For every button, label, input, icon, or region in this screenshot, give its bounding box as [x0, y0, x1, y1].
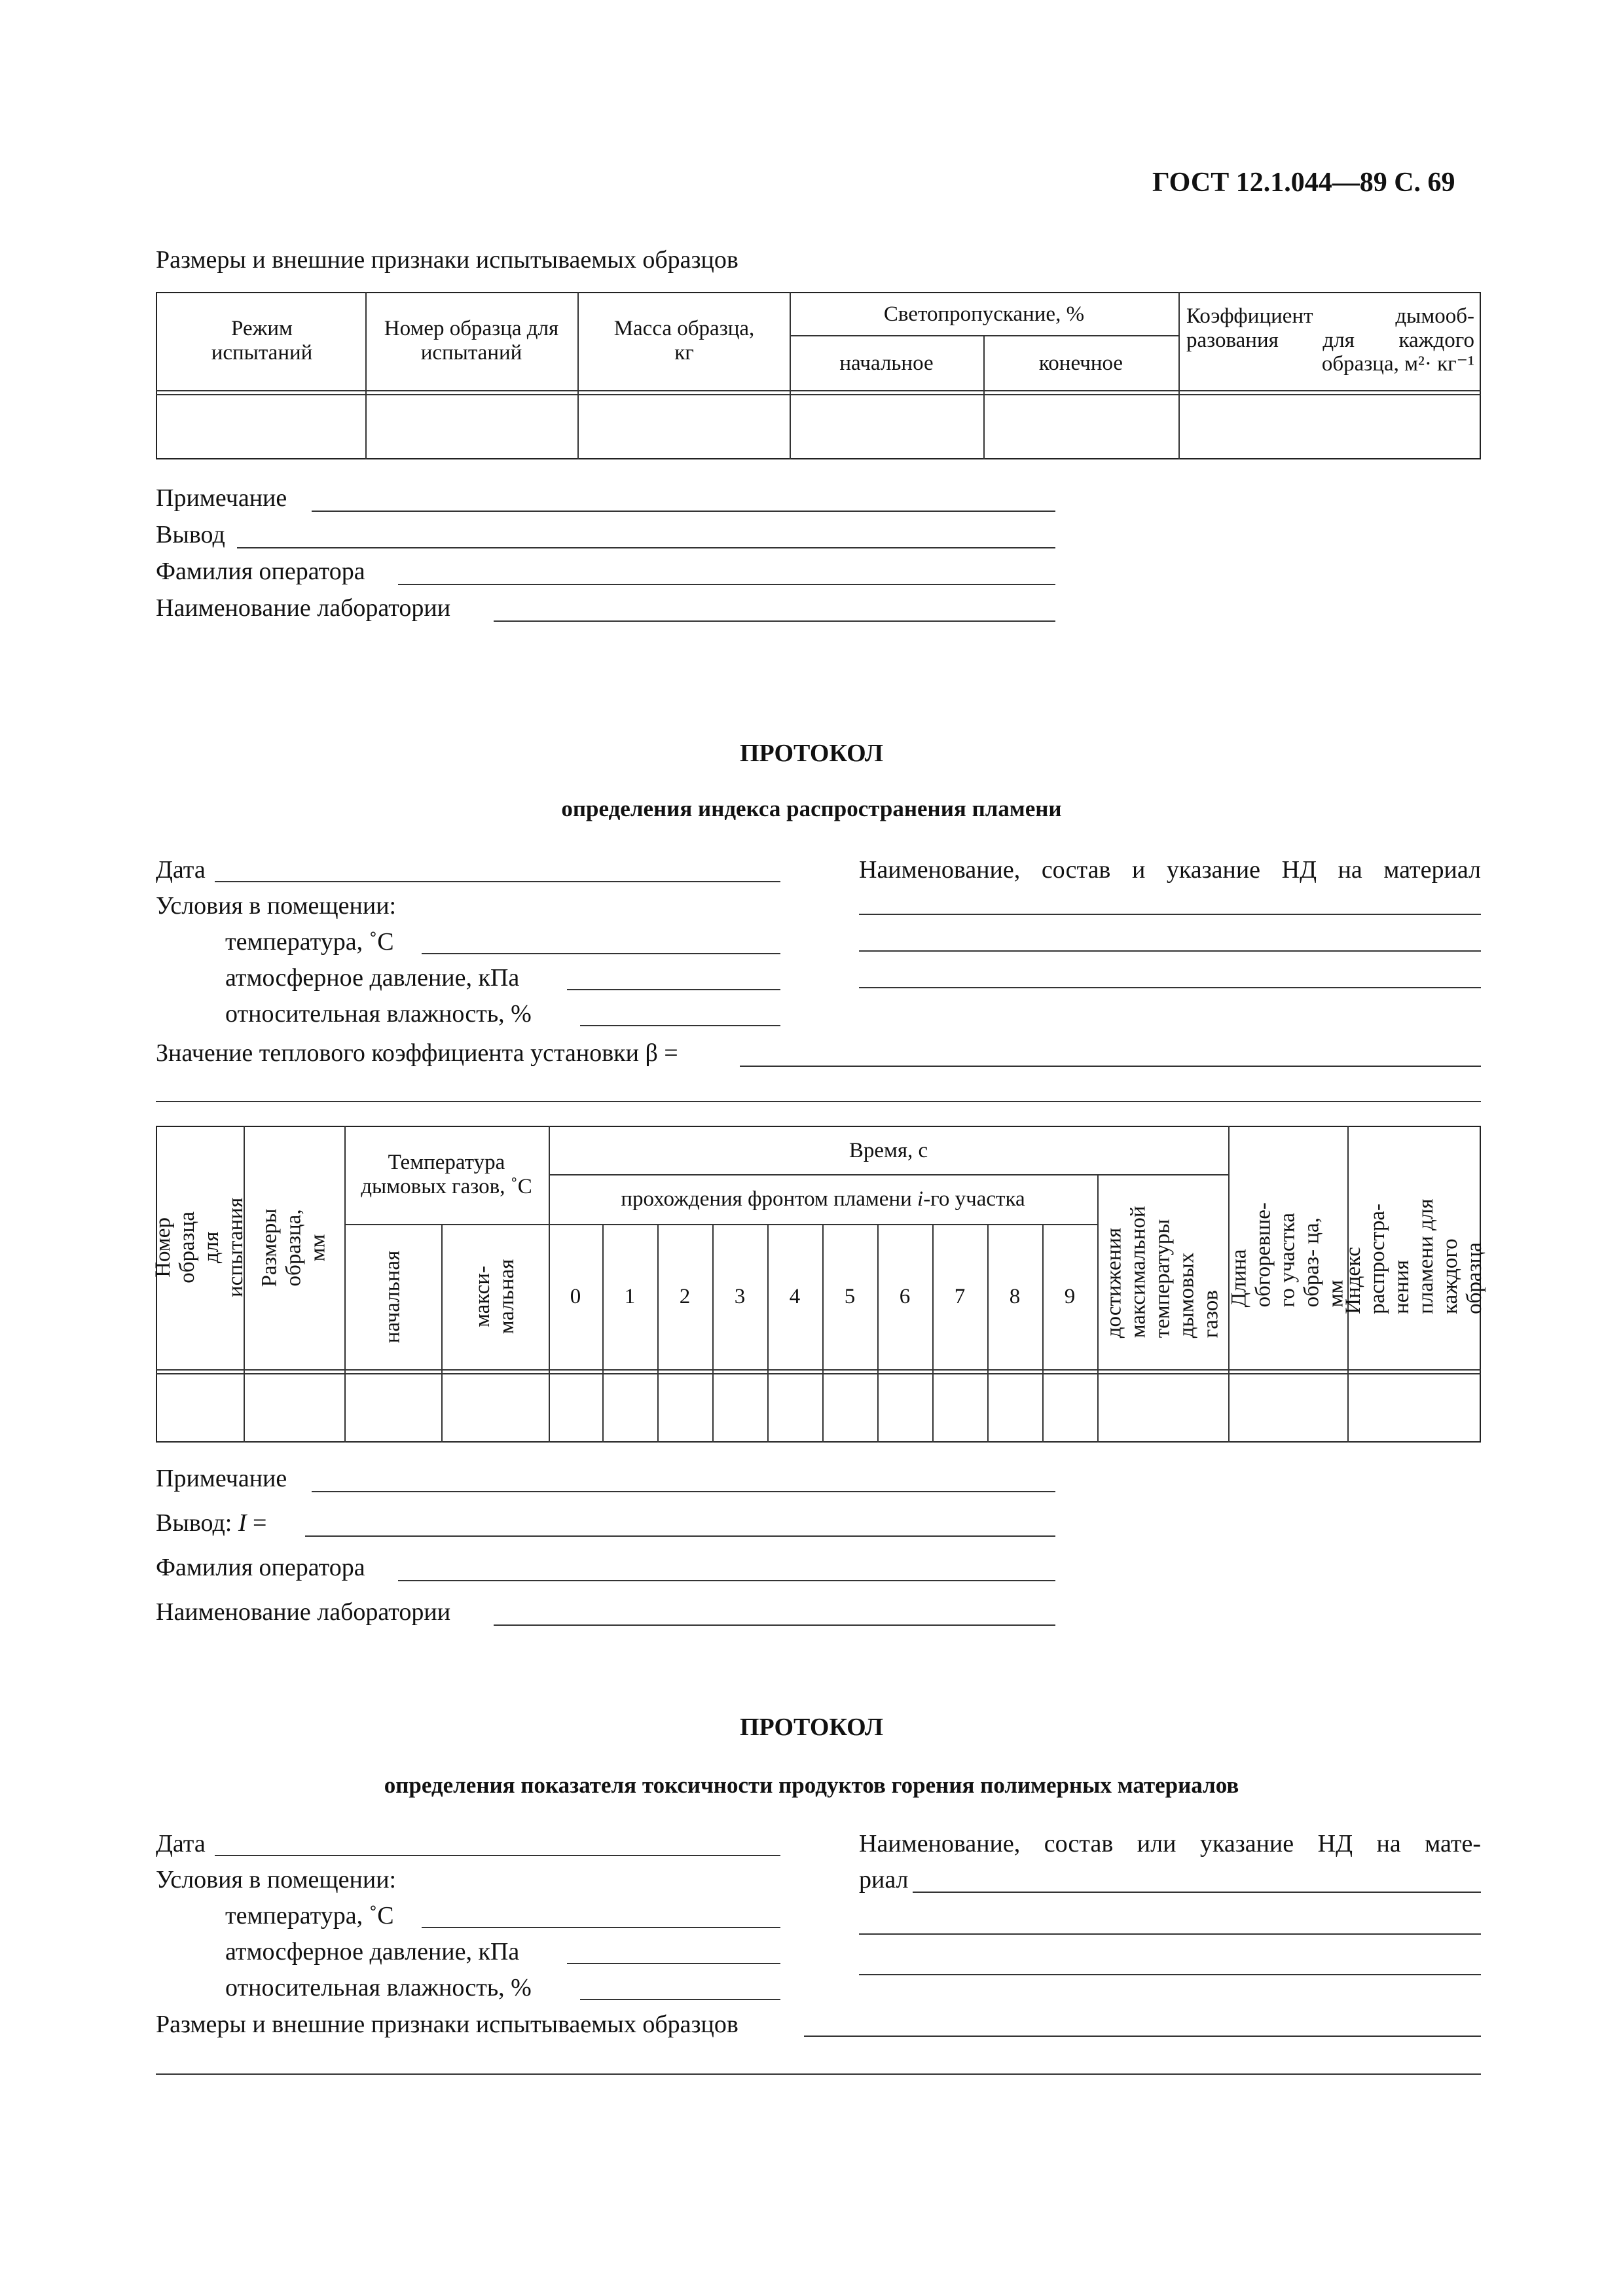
col-flame-spread-index: Индекс распростра- нения пламени для каждого образца [1341, 1198, 1486, 1314]
col-digit-9: 9 [1064, 1284, 1076, 1308]
col-digit-4: 4 [789, 1284, 801, 1308]
humidity-field[interactable] [580, 1025, 780, 1026]
samples-field[interactable] [804, 2036, 1481, 2037]
protocol2-title: ПРОТОКОЛ [739, 1713, 884, 1741]
operator-field[interactable] [398, 584, 1055, 585]
beta-field-2[interactable] [156, 1101, 1481, 1102]
samples-field-2[interactable] [156, 2073, 1481, 2075]
col-smoke-coefficient: Коэффициент дымооб- разования для каждого образца, м²· кг⁻¹ [1186, 304, 1474, 376]
operator-label-2: Фамилия оператора [156, 1554, 365, 1581]
lab-field[interactable] [494, 620, 1055, 622]
note-field-2[interactable] [312, 1491, 1055, 1492]
lab-field-2[interactable] [494, 1624, 1055, 1626]
col-digit-3: 3 [734, 1284, 746, 1308]
pressure-field[interactable] [567, 989, 780, 990]
material-field-3a[interactable] [913, 1892, 1481, 1893]
humidity-label-3: относительная влажность, % [225, 1974, 532, 2001]
col-digit-7: 7 [954, 1284, 966, 1308]
col-sample-number: Номер образца для испытаний [384, 317, 559, 365]
protocol-subtitle: определения индекса распространения пламени [561, 796, 1062, 821]
col-sample-number: Номер образца для испытания [151, 1197, 247, 1298]
page-header-title: ГОСТ 12.1.044—89 С. 69 [1152, 168, 1455, 198]
protocol-title: ПРОТОКОЛ [739, 740, 884, 767]
conclusion-field-2[interactable] [305, 1535, 1055, 1537]
col-digit-6: 6 [899, 1284, 911, 1308]
pressure-field-3[interactable] [567, 1963, 780, 1964]
pressure-label: атмосферное давление, кПа [225, 964, 520, 992]
col-temp-initial: начальная [380, 1250, 405, 1343]
material-label-3b: риал [859, 1866, 909, 1893]
temperature-field-3[interactable] [422, 1927, 780, 1928]
col-transmission-final: конечное [1038, 351, 1123, 375]
lab-label-2: Наименование лаборатории [156, 1598, 451, 1626]
material-field-3c[interactable] [859, 1974, 1481, 1975]
material-label-3a: Наименование, состав или указание НД на мате- [859, 1830, 1481, 1857]
conclusion-label: Вывод [156, 521, 225, 548]
col-flue-gas-temperature: Температура дымовых газов, ˚С [361, 1151, 532, 1198]
date-field-3[interactable] [215, 1855, 780, 1856]
col-digit-5: 5 [844, 1284, 856, 1308]
conditions-label-3: Условия в помещении: [156, 1866, 397, 1893]
note-label-2: Примечание [156, 1465, 287, 1492]
note-label: Примечание [156, 484, 287, 512]
col-burnt-length: Длина обгоревше- го участка образ- ца, мм [1227, 1202, 1348, 1307]
material-field-3[interactable] [859, 987, 1481, 988]
material-field-2[interactable] [859, 950, 1481, 952]
note-field[interactable] [312, 511, 1055, 512]
date-field[interactable] [215, 881, 780, 882]
humidity-label: относительная влажность, % [225, 1000, 532, 1028]
material-label: Наименование, состав и указание НД на материал [859, 856, 1481, 884]
lab-label: Наименование лаборатории [156, 594, 451, 622]
material-field-3b[interactable] [859, 1933, 1481, 1935]
conclusion-label-2: Вывод: I = [156, 1509, 267, 1537]
conditions-label: Условия в помещении: [156, 892, 397, 920]
humidity-field-3[interactable] [580, 1999, 780, 2000]
date-label: Дата [156, 856, 206, 884]
temperature-label-3: температура, ˚С [225, 1902, 394, 1929]
col-flame-front: прохождения фронтом пламени i -го участка [621, 1187, 1025, 1211]
operator-label: Фамилия оператора [156, 558, 365, 585]
col-sample-mass: Масса образца, кг [613, 317, 755, 365]
samples-label: Размеры и внешние признаки испытываемых образцов [156, 2011, 739, 2038]
section-heading: Размеры и внешние признаки испытываемых образцов [156, 246, 739, 274]
col-test-mode: Режим испытаний [211, 317, 313, 365]
col-digit-2: 2 [679, 1284, 691, 1308]
col-temp-max: макси- мальная [471, 1259, 519, 1335]
col-digit-8: 8 [1009, 1284, 1021, 1308]
col-digit-1: 1 [624, 1284, 636, 1308]
conclusion-field[interactable] [237, 547, 1055, 548]
col-time: Время, с [848, 1138, 928, 1162]
beta-label: Значение теплового коэффициента установки β = [156, 1039, 678, 1067]
material-field-1[interactable] [859, 914, 1481, 915]
col-sample-size: Размеры образца, мм [257, 1208, 330, 1287]
pressure-label-3: атмосферное давление, кПа [225, 1938, 520, 1965]
beta-field[interactable] [740, 1066, 1481, 1067]
operator-field-2[interactable] [398, 1580, 1055, 1581]
date-label-3: Дата [156, 1830, 206, 1857]
temperature-field[interactable] [422, 953, 780, 954]
col-max-temp-reach: достижения максимальной температуры дымовых газов [1102, 1206, 1223, 1338]
col-digit-0: 0 [570, 1284, 581, 1308]
temperature-label: температура, ˚С [225, 928, 394, 956]
protocol2-subtitle: определения показателя токсичности продуктов горения полимерных материалов [384, 1772, 1239, 1798]
col-transmission-initial: начальное [839, 351, 934, 375]
col-light-transmission: Светопропускание, % [883, 302, 1085, 326]
